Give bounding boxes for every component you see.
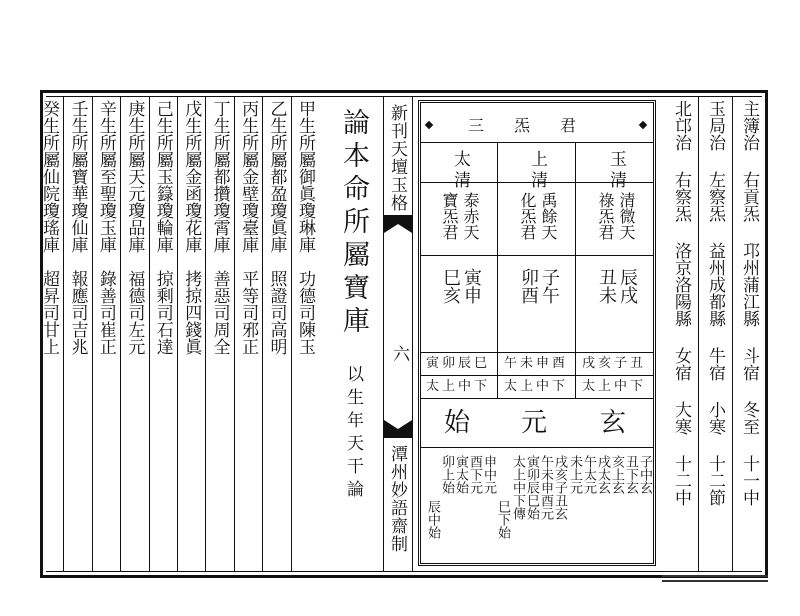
column-rule: [177, 97, 178, 571]
panel-rule: [421, 142, 653, 143]
cycle-line: 戌太玄: [595, 455, 610, 494]
panel-rule: [421, 375, 653, 376]
lord-name: 祿炁君: [596, 192, 615, 240]
cycle-line: 午未申酉元: [538, 455, 553, 520]
cycle-line: 午太元: [581, 455, 596, 494]
position-group: 太上中下: [582, 379, 647, 394]
cycle-line: 戌亥子丑玄: [552, 455, 567, 520]
entry-xin: 辛生所屬至聖瓊玉庫 錄善司崔正: [95, 100, 116, 355]
top-row-1: 主簿治 右貢炁 邛州蒲江縣 斗宿 冬至 十一中: [739, 100, 759, 506]
cycle-line: 丑下玄: [623, 455, 638, 494]
position-group: 太上中下: [426, 379, 491, 394]
heaven-name: 泰赤天: [461, 192, 480, 240]
entry-ji: 己生所屬玉籙瓊輪庫 掠剩司石達: [152, 100, 173, 355]
section-heading: 論本命所屬寶庫: [338, 108, 369, 339]
position-group: 太上中下: [504, 379, 569, 394]
realm-name: 上清: [527, 150, 547, 192]
panel-rule: [575, 142, 576, 352]
column-rule: [732, 97, 733, 571]
branch-group: 午未申酉: [504, 356, 569, 371]
cycle-line: 子中玄: [637, 455, 652, 494]
entry-wu: 戊生所屬金函瓊花庫 拷掠四錢眞: [181, 100, 202, 355]
cycle-line: 太上中下傳: [510, 455, 525, 520]
column-rule: [92, 97, 93, 571]
column-rule: [234, 97, 235, 571]
fishtail-lower-icon: [384, 420, 412, 438]
branch-pair: 丑未: [596, 268, 617, 304]
column-rule: [698, 97, 699, 571]
column-rule: [63, 97, 64, 571]
branch-pair: 子午: [539, 268, 560, 304]
branch-pair: 巳亥: [440, 268, 461, 304]
cycle-label-yuan: 元: [521, 408, 554, 438]
cycle-label-xuan: 玄: [600, 408, 633, 438]
entry-bing: 丙生所屬金壁瓊臺庫 平等司邪正: [238, 100, 259, 355]
cycle-label-shi: 始: [444, 408, 477, 438]
branch-pair: 寅申: [461, 268, 482, 304]
entry-yi: 乙生所屬都盈瓊眞庫 照證司高明: [266, 100, 287, 355]
branch-pair: 卯酉: [518, 268, 539, 304]
realm-name: 太清: [450, 150, 470, 192]
cycle-line: 酉下元: [467, 455, 482, 494]
scan-edge-marks: [662, 575, 768, 589]
cycle-line: 巳下始: [495, 500, 510, 539]
panel-rule: [421, 352, 653, 353]
cycle-line: 寅卯辰巳始: [524, 455, 539, 520]
panel-rule: [497, 142, 498, 352]
branch-group: 寅卯辰巳: [426, 356, 491, 371]
top-row-2: 玉局治 左察炁 益州成都縣 牛宿 小寒 十二節: [705, 100, 725, 506]
fishtail-upper-icon: [384, 215, 412, 233]
panel-rule: [421, 447, 653, 448]
cycle-line: 申中元: [481, 455, 496, 494]
entry-jia: 甲生所屬御眞瓊琳庫 功德司陳玉: [295, 100, 315, 355]
section-subheading: 以生年天干論: [343, 365, 363, 503]
panel-rule: [497, 352, 498, 398]
column-rule: [205, 97, 206, 571]
heaven-name: 清微天: [617, 192, 636, 240]
frame-inner-bottom-rule: [46, 571, 762, 572]
entry-ren: 壬生所屬寶華瓊仙庫 報應司吉兆: [67, 100, 88, 355]
column-rule: [149, 97, 150, 571]
book-title: 新刊天壇玉格: [387, 104, 407, 212]
cycle-line: 寅太始: [453, 455, 468, 494]
publisher-mark: 潭州妙語齋制: [387, 445, 407, 553]
column-rule: [291, 97, 292, 571]
cycle-line: 辰中始: [425, 500, 440, 539]
cycle-line: 未上元: [567, 455, 582, 494]
panel-rule: [421, 398, 653, 399]
cycle-line: 卯上始: [439, 455, 454, 494]
panel-header: 三炁君: [468, 116, 607, 135]
branch-pair: 辰戌: [617, 268, 638, 304]
lord-name: 化炁君: [518, 192, 537, 240]
column-rule: [120, 97, 121, 571]
entry-ding: 丁生所屬都攢瓊霄庫 善惡司周全: [209, 100, 230, 355]
entry-geng: 庚生所屬天元瓊品庫 福德司左元: [124, 100, 145, 355]
panel-rule: [421, 255, 653, 256]
column-rule: [262, 97, 263, 571]
entry-gui: 癸生所屬仙院瓊瑤庫 超昇司甘上: [39, 100, 59, 355]
page-number: 六: [389, 345, 409, 362]
branch-group: 戌亥子丑: [582, 356, 647, 371]
top-row-3: 北邙治 右察炁 洛京洛陽縣 女宿 大寒 十二中: [671, 100, 691, 506]
cycle-line: 亥上玄: [609, 455, 624, 494]
panel-rule: [575, 352, 576, 398]
heaven-name: 禹餘天: [539, 192, 558, 240]
realm-name: 玉清: [606, 150, 626, 192]
lord-name: 寶炁君: [440, 192, 459, 240]
